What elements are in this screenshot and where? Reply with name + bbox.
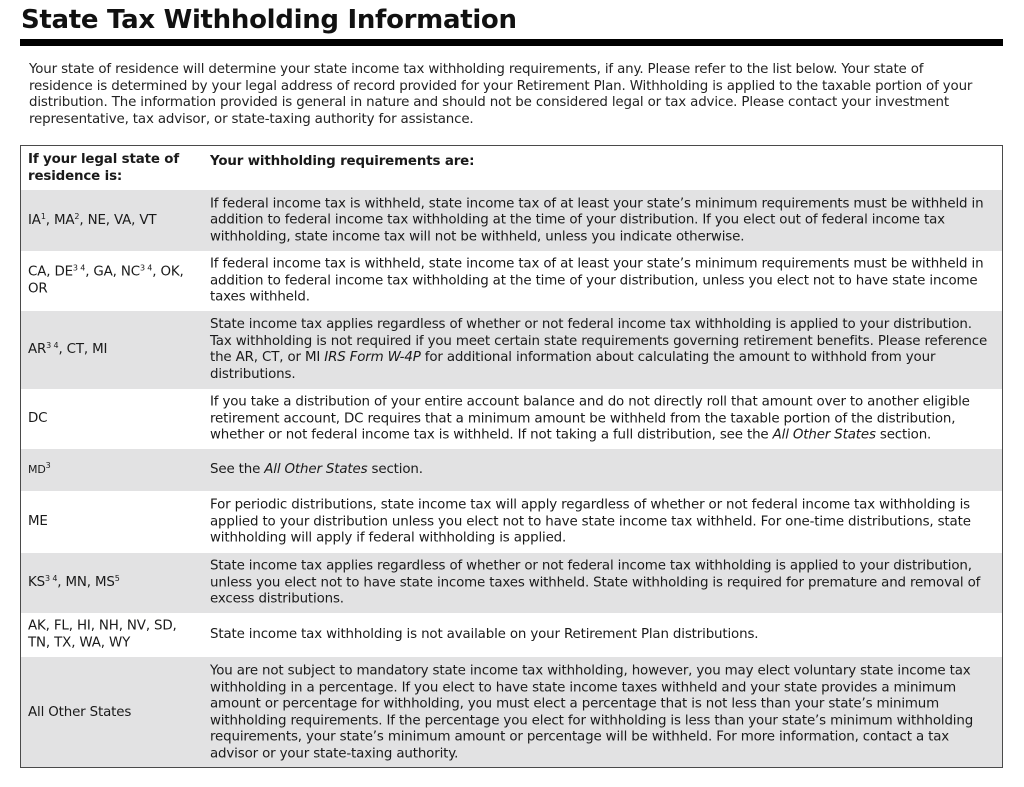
row-states: ME bbox=[28, 513, 48, 529]
row-states: $MD^3$ bbox=[28, 460, 51, 476]
header-requirements-column: Your withholding requirements are: bbox=[210, 154, 475, 169]
row-requirement: If federal income tax is withheld, state income tax of at least your state’s minimum requirements must be withheld in addition to federal income tax withholding at the time of your distribution, unless you elect not to have state income taxes withheld. bbox=[210, 256, 984, 305]
row-requirement: If you take a distribution of your entire account balance and do not directly roll that amount over to another eligible retirement account, DC requires that a minimum amount be withheld from the taxable portion of the distribution, whether or not federal income tax is withheld. If not taking a full distribution, see the All Other States section. bbox=[210, 394, 970, 443]
withholding-table bbox=[20, 145, 1003, 768]
all-other-states-reference: All Other States bbox=[772, 427, 876, 443]
row-states: CA, $DE^{3 4}$, GA, $NC^{3 4}$, OK, OR bbox=[28, 263, 184, 296]
all-other-states-reference: All Other States bbox=[264, 461, 368, 477]
title-rule-divider bbox=[20, 39, 1003, 46]
row-states: $AR^{3 4}$, CT, MI bbox=[28, 340, 108, 357]
row-requirement: State income tax withholding is not available on your Retirement Plan distributions. bbox=[210, 626, 759, 642]
page-title: State Tax Withholding Information bbox=[21, 5, 517, 35]
table-header-row bbox=[21, 146, 1002, 190]
table-row-no-income-tax-states bbox=[21, 613, 1002, 657]
row-states: All Other States bbox=[28, 704, 132, 720]
table-row-md bbox=[21, 449, 1002, 491]
row-states: $IA^1$, $MA^2$, NE, VA, VT bbox=[28, 211, 157, 228]
row-states: DC bbox=[28, 410, 48, 426]
table-row-ia-ma bbox=[21, 190, 1002, 251]
table-row-me bbox=[21, 491, 1002, 553]
table-row-dc bbox=[21, 389, 1002, 449]
row-requirement: State income tax applies regardless of whether or not federal income tax withholding is applied to your distribution, unless you elect not to have state income taxes withheld. State withholding is required for premature and removal of excess distributions. bbox=[210, 558, 981, 607]
row-requirement: See the All Other States section. bbox=[210, 461, 423, 477]
table-row-ks-mn-ms bbox=[21, 553, 1002, 613]
table-row-all-other-states bbox=[21, 657, 1002, 768]
irs-form-reference: IRS Form W-4P bbox=[324, 350, 421, 365]
table-row-ar-ct-mi bbox=[21, 311, 1002, 389]
row-requirement: State income tax applies regardless of whether or not federal income tax withholding is applied to your distribution. Tax withholding is not required if you meet certain state requirements governing retirement benefits. Please reference the AR, CT, or MI IRS Form W-4P for additional information about calculating the amount to withhold from your distributions. bbox=[210, 317, 988, 382]
intro-paragraph: Your state of residence will determine your state income tax withholding requirements, if any. Please refer to the list below. Your state of residence is determined by your legal address of record provided for your Retirement Plan. Withholding is applied to the taxable portion of your distribution. The information provided is general in nature and should not be considered legal or tax advice. Please contact your investment representative, tax advisor, or state-taxing authority for assistance. bbox=[29, 62, 973, 127]
header-state-column: If your legal state of residence is: bbox=[28, 152, 180, 184]
row-states: AK, FL, HI, NH, NV, SD, TN, TX, WA, WY bbox=[28, 618, 177, 650]
row-requirement: You are not subject to mandatory state income tax withholding, however, you may elect voluntary state income tax withholding in a percentage. If you elect to have state income taxes withheld and your state provides a minimum amount or percentage for withholding, you must elect a percentage that is not less than your state’s minimum withholding requirements. If the percentage you elect for withholding is less than your state’s minimum withholding requirements, your state’s minimum amount or percentage will be withheld. For more information, contact a tax advisor or your state-taxing authority. bbox=[210, 663, 974, 761]
table-row-ca-de bbox=[21, 251, 1002, 311]
row-requirement: If federal income tax is withheld, state income tax of at least your state’s minimum requirements must be withheld in addition to federal income tax withholding at the time of your distribution. If you elect out of federal income tax withholding, state income tax will not be withheld, unless you indicate otherwise. bbox=[210, 195, 984, 244]
row-requirement: For periodic distributions, state income tax will apply regardless of whether or not federal income tax withholding is applied to your distribution unless you elect not to have state income tax withheld. For one-time distributions, state withholding will apply if federal withholding is applied. bbox=[210, 497, 971, 546]
row-states: $KS^{3 4}$, MN, $MS^5$ bbox=[28, 573, 120, 590]
